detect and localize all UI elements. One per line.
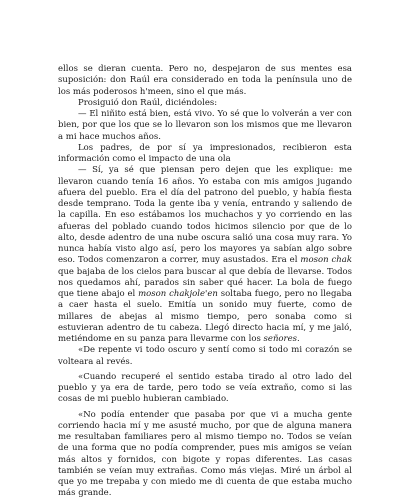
paragraph: «Cuando recuperé el sentido estaba tirado al otro lado del pueblo y ya era de tarde, pero todo se veía extraño, como si las cosas de mi pueblo hubieran cambiado. — [58, 371, 352, 405]
paragraph: — Sí, ya sé que piensan pero dejen que les explique: me llevaron cuando tenía 16 años. Yo estaba con mis amigos jugando afuera del pueblo. Era el día del patrono del pueblo, y había fiesta desde temprano. Toda la gente iba y venía, entrando y saliendo de la capilla. En eso estábamos los muchachos y yo corriendo en las afueras del poblado cuando todos hicimos silencio por que de lo alto, desde adentro de una nube oscura salió una cosa muy rara. Yo nunca había visto algo así, pero los mayores ya sabían algo sobre eso. Todos comenzaron a correr, muy asustados. Era el moson chak que bajaba de los cielos para buscar al que debía de llevarse. Todos nos quedamos ahí, parados sin saber qué hacer. La bola de fuego que tiene abajo el moson chakjole'en soltaba fuego, pero no llegaba a caer hasta el suelo. Emitía un sonido muy fuerte, como de millares de abejas al mismo tiempo, pero sonaba como si estuvieran adentro de tu cabeza. Llegó directo hacia mí, y me jaló, metiéndome en su panza para llevarme con los señores. — [58, 165, 352, 344]
paragraph: — El niñito está bien, está vivo. Yo sé que lo volverán a ver con bien, por que los que se lo llevaron son los mismos que me llevaron a mi hace muchos años. — [58, 109, 352, 142]
body-text — [58, 64, 352, 500]
paragraph: Prosiguió don Raúl, diciéndoles: — [78, 97, 218, 108]
paragraph: «De repente vi todo oscuro y sentí como si todo mi corazón se volteara al revés. — [58, 345, 352, 367]
paragraph: «No podía entender que pasaba por que vi a mucha gente corriendo hacia mí y me asusté mucho, por que de alguna manera me resultaban familiares pero al mismo tiempo no. Todos se veían de una forma que no podía comprender, pues mis amigos se veían más altos y fornidos, con bigote y ropas diferentes. Las casas también se veían muy extrañas. Como más viejas. Miré un árbol al que yo me trepaba y con miedo me di cuenta de que estaba mucho más grande. — [58, 409, 352, 499]
paragraph: ellos se dieran cuenta. Pero no, despejaron de sus mentes esa suposición: don Raúl era considerado en toda la península uno de los más poderosos h'meen, sino el que más. — [58, 64, 352, 97]
paragraph: Los padres, de por sí ya impresionados, recibieron esta información como el impacto de una ola — [58, 142, 352, 164]
